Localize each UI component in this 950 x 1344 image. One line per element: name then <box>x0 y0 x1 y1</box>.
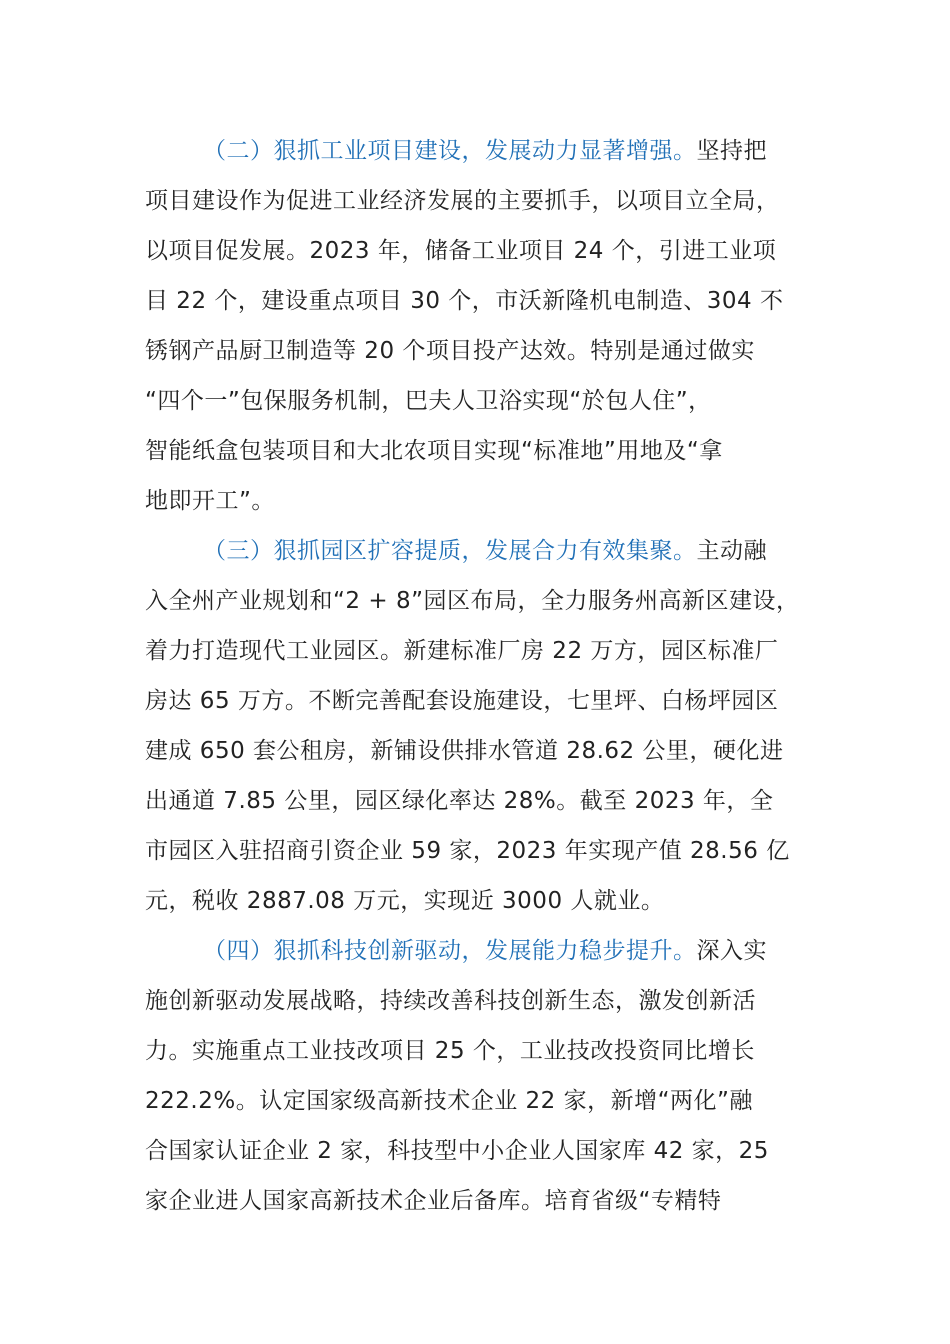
text-line: 市园区入驻招商引资企业 59 家，2023 年实现产值 28.56 亿 <box>145 838 790 864</box>
text-run: 深入实 <box>696 938 767 964</box>
text-line: 目 22 个，建设重点项目 30 个，市沃新隆机电制造、304 不 <box>145 288 784 314</box>
section-heading: （二）狠抓工业项目建设，发展动力显著增强。 <box>203 138 697 164</box>
text-line: 入全州产业规划和“2 + 8”园区布局，全力服务州高新区建设， <box>145 588 800 614</box>
text-line: 智能纸盒包装项目和大北农项目实现“标准地”用地及“拿 <box>145 438 723 464</box>
text-line: 222.2%。认定国家级高新技术企业 22 家，新增“两化”融 <box>145 1088 753 1114</box>
text-line: 着力打造现代工业园区。新建标准厂房 22 万方，园区标准厂 <box>145 638 779 664</box>
text-line: 项目建设作为促进工业经济发展的主要抓手，以项目立全局， <box>145 188 780 214</box>
document-body <box>145 126 815 1226</box>
paragraph-industrial-parks <box>145 526 815 926</box>
section-heading: （三）狠抓园区扩容提质，发展合力有效集聚。 <box>203 538 697 564</box>
text-line: 房达 65 万方。不断完善配套设施建设，七里坪、白杨坪园区 <box>145 688 779 714</box>
paragraph-first-line <box>145 126 815 176</box>
text-line: 锈钢产品厨卫制造等 20 个项目投产达效。特别是通过做实 <box>145 338 755 364</box>
text-run: 坚持把 <box>696 138 767 164</box>
text-line: 合国家认证企业 2 家，科技型中小企业人国家库 42 家，25 <box>145 1138 769 1164</box>
paragraph-first-line <box>145 926 815 976</box>
text-line: 地即开工”。 <box>145 488 275 514</box>
text-line: 施创新驱动发展战略，持续改善科技创新生态，激发创新活 <box>145 988 756 1014</box>
paragraph-industrial-projects <box>145 126 815 526</box>
section-heading: （四）狠抓科技创新驱动，发展能力稳步提升。 <box>203 938 697 964</box>
text-run: 主动融 <box>696 538 767 564</box>
text-line: “四个一”包保服务机制，巴夫人卫浴实现“於包人住”， <box>145 388 712 414</box>
text-line: 出通道 7.85 公里，园区绿化率达 28%。截至 2023 年，全 <box>145 788 774 814</box>
text-line: 元，税收 2887.08 万元，实现近 3000 人就业。 <box>145 888 665 914</box>
text-line: 建成 650 套公租房，新铺设供排水管道 28.62 公里，硬化进 <box>145 738 784 764</box>
text-line: 以项目促发展。2023 年，储备工业项目 24 个，引进工业项 <box>145 238 777 264</box>
paragraph-tech-innovation <box>145 926 815 1226</box>
text-line: 家企业进人国家高新技术企业后备库。培育省级“专精特 <box>145 1188 722 1214</box>
paragraph-first-line <box>145 526 815 576</box>
text-line: 力。实施重点工业技改项目 25 个，工业技改投资同比增长 <box>145 1038 755 1064</box>
